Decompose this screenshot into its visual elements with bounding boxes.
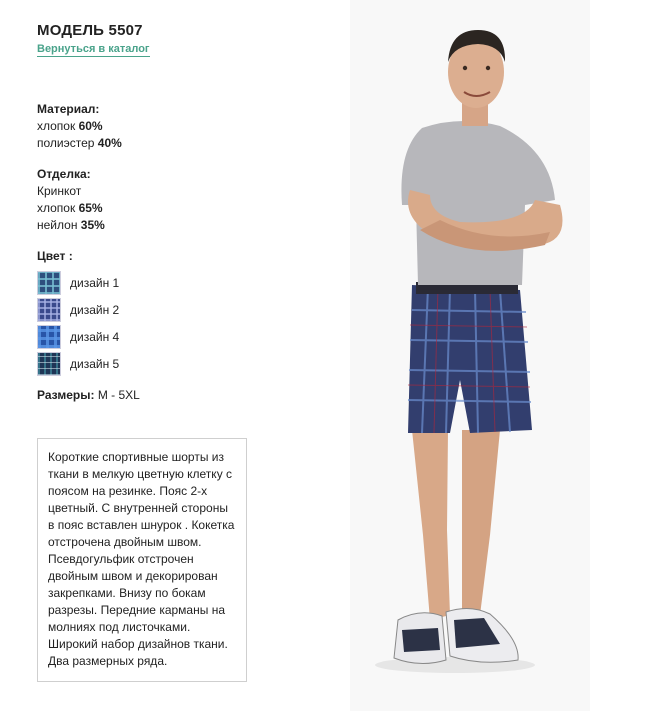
sizes-value: M - 5XL [97, 388, 140, 402]
plaid-swatch-icon[interactable] [37, 298, 61, 322]
back-to-catalog-link[interactable]: Вернуться в каталог [37, 43, 150, 55]
material-name: хлопок [37, 119, 76, 133]
color-option-design-4[interactable] [37, 325, 119, 348]
material-heading: Материал: [37, 102, 100, 116]
material-value: 60% [78, 119, 103, 133]
color-option-design-5[interactable] [37, 352, 119, 375]
finish-row [37, 217, 105, 234]
finish-row [37, 200, 105, 217]
finish-section [37, 166, 105, 234]
finish-name: хлопок [37, 201, 76, 215]
sizes-row [37, 388, 140, 402]
finish-value: 65% [78, 201, 103, 215]
finish-heading: Отделка: [37, 167, 91, 181]
color-label: дизайн 2 [70, 302, 120, 317]
sizes-label: Размеры: [37, 388, 95, 402]
plaid-swatch-icon[interactable] [37, 352, 61, 376]
material-value: 40% [97, 136, 122, 150]
color-option-design-1[interactable] [37, 271, 119, 294]
color-option-design-2[interactable] [37, 298, 119, 321]
material-name: полиэстер [37, 136, 95, 150]
color-label: дизайн 1 [70, 275, 120, 290]
finish-name: нейлон [37, 218, 78, 232]
page-title: МОДЕЛЬ 5507 [37, 22, 143, 39]
plaid-swatch-icon[interactable] [37, 325, 61, 349]
color-label: дизайн 4 [70, 329, 120, 344]
finish-fabric: Кринкот [37, 184, 82, 198]
color-label: дизайн 5 [70, 356, 120, 371]
product-photo [350, 0, 590, 711]
product-description: Короткие спортивные шорты из ткани в мелкую цветную клетку с поясом на резинке. Пояс 2-х цветный. С внутренней стороны в пояс вставлен шнурок . Кокетка отстрочена двойным швом. Псевдогульфик отстрочен двойным швом и декорирован закрепками. Внизу по бокам разрезы. Передние карманы на молниях под листочками. Широкий набор дизайнов ткани. Два размерных ряда. [37, 438, 247, 682]
finish-value: 35% [80, 218, 105, 232]
material-row [37, 118, 122, 135]
material-row [37, 135, 122, 152]
color-heading: Цвет : [37, 249, 73, 263]
material-section [37, 101, 122, 152]
plaid-swatch-icon[interactable] [37, 271, 61, 295]
color-section [37, 249, 119, 379]
